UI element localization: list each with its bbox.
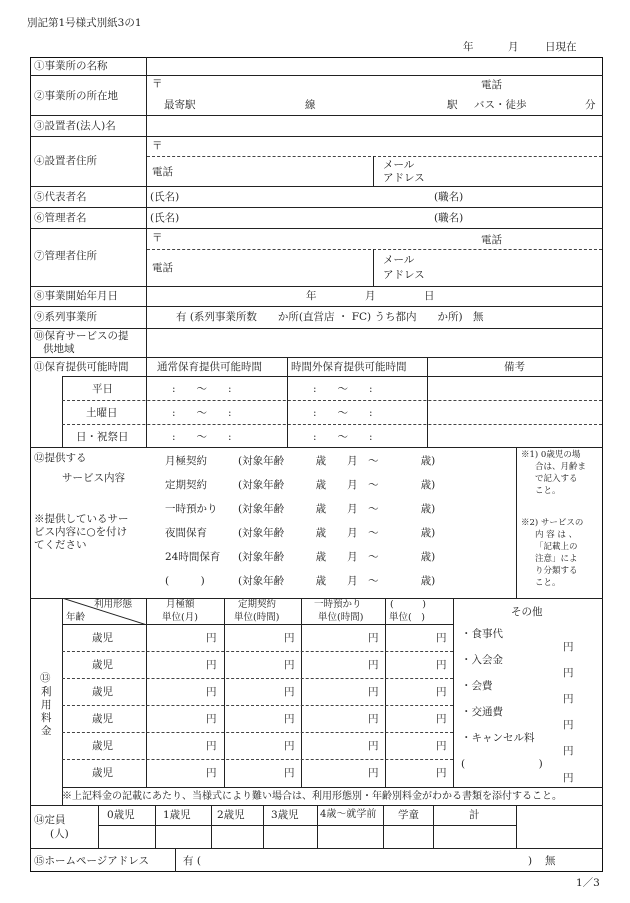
age-cell: 歳児	[92, 659, 113, 671]
hours-label: ⑪保育提供可能時間	[34, 361, 129, 373]
side-note-2: ※2) サービスの	[521, 518, 584, 528]
age-cell: 歳児	[92, 632, 113, 644]
yen-unit: 円	[206, 740, 217, 752]
yen-unit: 円	[436, 686, 447, 698]
start-month: 月	[365, 290, 376, 302]
postal-mark: 〒	[152, 78, 163, 90]
yen-unit: 円	[284, 713, 295, 725]
cap-2yr: 2歳児	[217, 809, 245, 821]
corner-top: 利用形態	[94, 599, 133, 610]
age-cell: 歳児	[92, 740, 113, 752]
yen-unit: 円	[206, 659, 217, 671]
side-note-1: ※1) 0歳児の場	[521, 450, 581, 460]
service-name: 月極契約	[165, 455, 207, 467]
yen-unit: 円	[284, 686, 295, 698]
line-label: 線	[305, 99, 316, 111]
corner-bottom: 年齢	[66, 612, 86, 623]
service-area-label-2: 供地域	[43, 343, 75, 355]
time-range: : 〜 :	[172, 431, 232, 443]
service-area-label: ⑩保育サービスの提	[34, 330, 129, 342]
saturday-label: 土曜日	[86, 407, 118, 419]
yen-unit: 円	[436, 713, 447, 725]
time-range: : 〜 :	[313, 407, 373, 419]
admission-fee-label: ・入会金	[461, 654, 503, 666]
fees-label-char: 利	[41, 686, 52, 698]
yen-unit: 円	[368, 767, 379, 779]
yen-unit: 円	[284, 740, 295, 752]
yen-unit: 円	[563, 745, 574, 757]
homepage-yes: 有 (	[183, 855, 201, 867]
service-age-range: (対象年齢 歳 月 〜 歳)	[238, 527, 436, 539]
mail-label: メール	[383, 254, 415, 266]
side-note-2: 内 容 は 、	[535, 530, 578, 540]
other-fees-header: その他	[511, 606, 543, 618]
cap-school-age: 学童	[398, 809, 419, 821]
service-age-range: (対象年齢 歳 月 〜 歳)	[238, 455, 436, 467]
capacity-label: ⑭定員	[34, 814, 66, 826]
yen-unit: 円	[563, 772, 574, 784]
age-cell: 歳児	[92, 713, 113, 725]
name-label: (氏名)	[150, 191, 180, 203]
start-day: 日	[424, 290, 435, 302]
service-name: 定期契約	[165, 479, 207, 491]
bus-walk-label: バス・徒歩	[474, 99, 527, 111]
services-note-2: ビス内容に○を付け	[34, 526, 128, 538]
col-temporary: 一時預かり	[314, 599, 362, 610]
yen-unit: 円	[436, 740, 447, 752]
service-name: 24時間保育	[165, 551, 221, 563]
tel-label: 電話	[481, 234, 502, 246]
side-note-2: り分類する	[535, 566, 578, 576]
weekday-label: 平日	[92, 383, 113, 395]
mail-label: メール	[383, 159, 415, 171]
overtime-hours-header: 時間外保育提供可能時間	[291, 361, 407, 373]
capacity-unit: (人)	[50, 828, 69, 840]
cap-0yr: 0歳児	[107, 809, 135, 821]
tel-label: 電話	[152, 262, 173, 274]
cap-4yr-preschool: 4歳〜就学前	[320, 809, 377, 820]
service-age-range: (対象年齢 歳 月 〜 歳)	[238, 575, 436, 587]
time-range: : 〜 :	[313, 431, 373, 443]
yen-unit: 円	[563, 693, 574, 705]
minutes-label: 分	[585, 99, 596, 111]
age-cell: 歳児	[92, 767, 113, 779]
yen-unit: 円	[436, 632, 447, 644]
side-note-1: 合は、月齢ま	[535, 462, 587, 472]
side-note-2: 注意」によ	[535, 554, 578, 564]
representative-label: ⑤代表者名	[34, 191, 87, 203]
name-label: (氏名)	[150, 212, 180, 224]
time-range: : 〜 :	[313, 383, 373, 395]
regular-hours-header: 通常保育提供可能時間	[157, 361, 262, 373]
side-note-2: 「記載上の	[535, 542, 578, 552]
date-year: 年	[463, 41, 474, 53]
date-day: 日現在	[545, 41, 577, 53]
station-label: 駅	[447, 99, 458, 111]
time-range: : 〜 :	[172, 407, 232, 419]
manager-label: ⑥管理者名	[34, 212, 87, 224]
yen-unit: 円	[206, 632, 217, 644]
col-monthly: 月極額	[166, 599, 195, 610]
business-name-label: ①事業所の名称	[34, 60, 108, 72]
services-note: ※提供しているサー	[34, 513, 129, 525]
yen-unit: 円	[368, 713, 379, 725]
service-name: ( )	[165, 575, 205, 587]
service-age-range: (対象年齢 歳 月 〜 歳)	[238, 503, 436, 515]
holiday-label: 日・祝祭日	[76, 431, 129, 443]
form-id: 別記第1号様式別紙3の1	[27, 17, 142, 29]
yen-unit: 円	[368, 659, 379, 671]
time-range: : 〜 :	[172, 383, 232, 395]
fees-label-char: 用	[41, 699, 52, 711]
remarks-header: 備考	[504, 361, 525, 373]
page-number: 1／3	[576, 877, 600, 889]
fees-label-char: 料	[41, 712, 52, 724]
postal-mark: 〒	[152, 232, 163, 244]
other-fee-label: ( )	[461, 758, 543, 770]
col-periodic: 定期契約	[238, 599, 277, 610]
fees-label-char: 金	[41, 725, 52, 737]
col-other-type-unit: 単位( )	[389, 612, 425, 623]
address-label: アドレス	[383, 172, 425, 184]
affiliate-text: 有 (系列事業所数 か所(直営店 ・ FC) うち都内 か所) 無	[176, 311, 484, 323]
services-note-3: てください	[34, 539, 87, 551]
founder-name-label: ③設置者(法人)名	[34, 120, 116, 132]
business-address-label: ②事業所の所在地	[34, 90, 118, 102]
start-year: 年	[306, 290, 317, 302]
tel-label: 電話	[152, 166, 173, 178]
founder-address-label: ④設置者住所	[34, 155, 97, 167]
title-label: (職名)	[434, 191, 464, 203]
yen-unit: 円	[563, 719, 574, 731]
cap-total: 計	[469, 809, 480, 821]
homepage-close-paren: )	[528, 855, 533, 867]
yen-unit: 円	[563, 667, 574, 679]
cap-3yr: 3歳児	[271, 809, 299, 821]
yen-unit: 円	[206, 767, 217, 779]
cancel-fee-label: ・キャンセル料	[461, 732, 535, 744]
address-label: アドレス	[383, 269, 425, 281]
membership-fee-label: ・会費	[461, 680, 493, 692]
yen-unit: 円	[368, 740, 379, 752]
service-age-range: (対象年齢 歳 月 〜 歳)	[238, 551, 436, 563]
affiliate-label: ⑨系列事業所	[34, 311, 97, 323]
tel-label: 電話	[481, 79, 502, 91]
services-label-2: サービス内容	[62, 472, 125, 484]
yen-unit: 円	[206, 686, 217, 698]
start-date-label: ⑧事業開始年月日	[34, 290, 118, 302]
yen-unit: 円	[368, 686, 379, 698]
fees-label-char: ⑬	[40, 672, 51, 684]
cap-1yr: 1歳児	[163, 809, 191, 821]
yen-unit: 円	[368, 632, 379, 644]
services-label: ⑫提供する	[34, 452, 87, 464]
postal-mark: 〒	[152, 140, 163, 152]
col-temporary-unit: 単位(時間)	[318, 612, 364, 623]
meal-fee-label: ・食事代	[461, 628, 503, 640]
yen-unit: 円	[284, 659, 295, 671]
side-note-1: で記入する	[535, 474, 578, 484]
fees-footnote: ※上記料金の記載にあたり、当様式により難い場合は、利用形態別・年齢別料金がわかる書類を添付すること。	[62, 791, 562, 802]
age-cell: 歳児	[92, 686, 113, 698]
col-monthly-unit: 単位(月)	[162, 612, 198, 623]
yen-unit: 円	[284, 767, 295, 779]
title-label: (職名)	[434, 212, 464, 224]
side-note-2: こと。	[535, 578, 561, 588]
service-name: 夜間保育	[165, 527, 207, 539]
service-name: 一時預かり	[165, 503, 218, 515]
side-note-1: こと。	[535, 486, 561, 496]
nearest-station-label: 最寄駅	[164, 99, 196, 111]
yen-unit: 円	[206, 713, 217, 725]
yen-unit: 円	[284, 632, 295, 644]
col-periodic-unit: 単位(時間)	[234, 612, 280, 623]
transport-fee-label: ・交通費	[461, 706, 503, 718]
manager-address-label: ⑦管理者住所	[34, 250, 97, 262]
yen-unit: 円	[563, 641, 574, 653]
col-other-type: ( )	[390, 599, 426, 610]
yen-unit: 円	[436, 659, 447, 671]
homepage-no: 無	[545, 855, 556, 867]
yen-unit: 円	[436, 767, 447, 779]
date-month: 月	[508, 41, 519, 53]
homepage-label: ⑮ホームページアドレス	[34, 855, 149, 867]
service-age-range: (対象年齢 歳 月 〜 歳)	[238, 479, 436, 491]
